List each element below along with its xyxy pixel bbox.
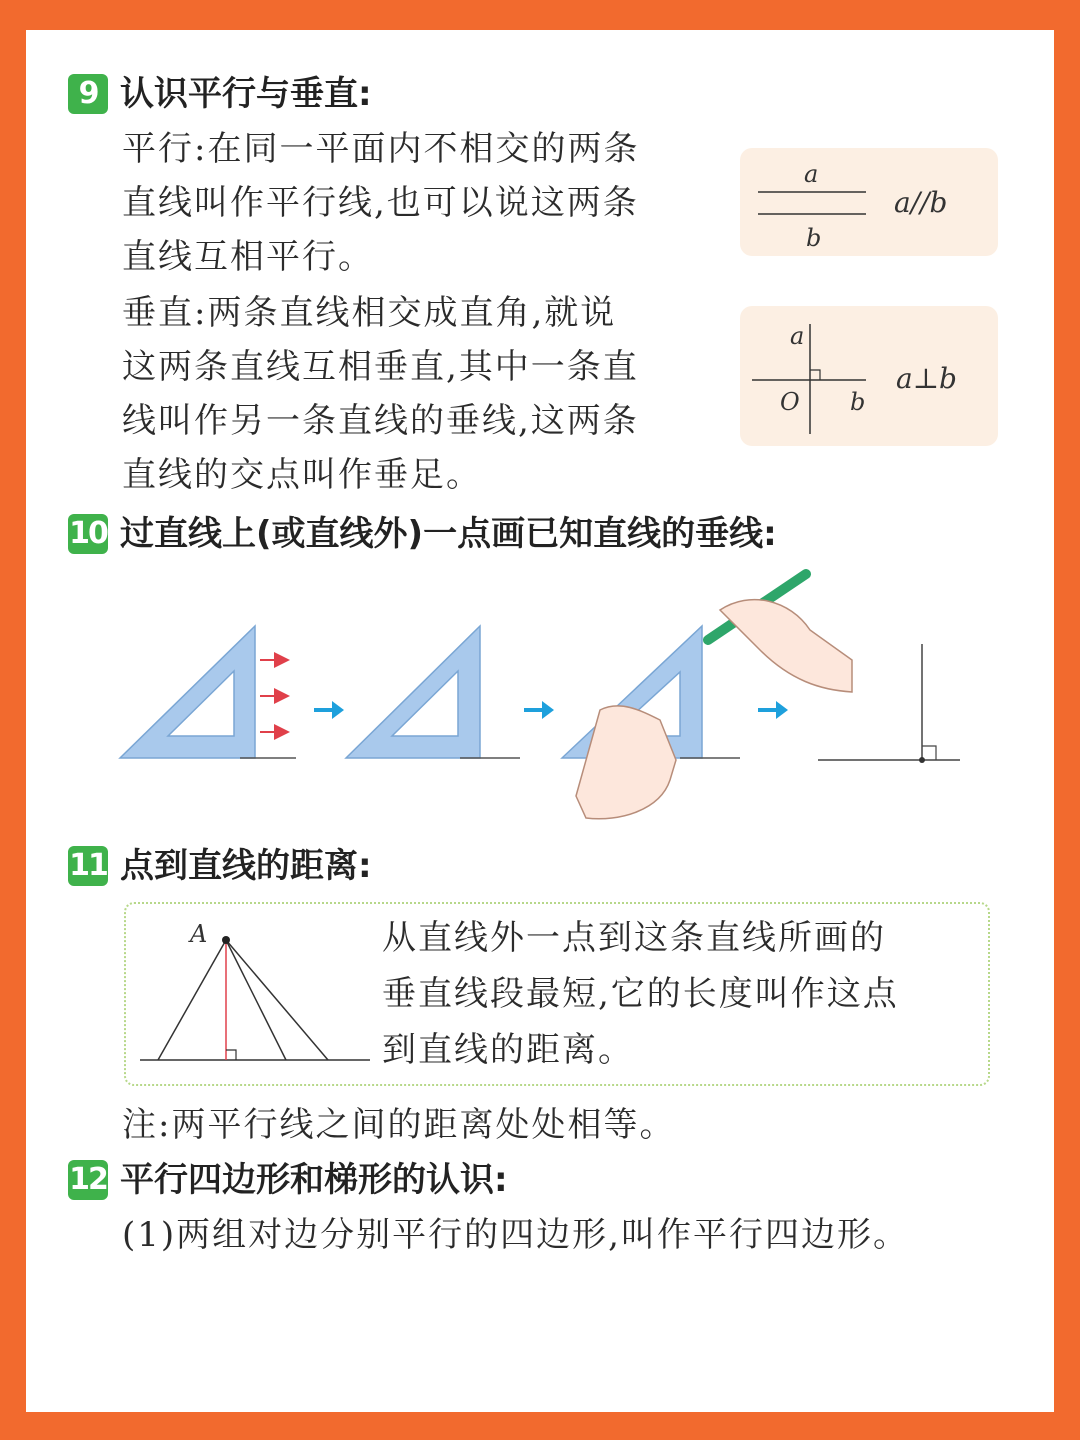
step-3-set-square-with-hands (562, 574, 852, 819)
arrow-icon (314, 701, 344, 719)
section-12-badge: 12 (68, 1160, 108, 1200)
section-11-badge: 11 (68, 846, 108, 886)
section-11-title: 点到直线的距离: (120, 846, 372, 886)
perp-line-2: 这两条直线互相垂直,其中一条直 (122, 347, 639, 387)
perpendicular-drawing-steps (100, 560, 980, 835)
section-10-title: 过直线上(或直线外)一点画已知直线的垂线: (120, 514, 777, 554)
right-angle-mark (226, 1050, 236, 1060)
perpendicular-figure-card (740, 306, 998, 446)
label-b: b (806, 224, 822, 252)
section-9-badge: 9 (68, 74, 108, 114)
distance-definition-box (124, 902, 990, 1086)
perp-line-4: 直线的交点叫作垂足。 (122, 455, 482, 495)
parallel-figure-card (740, 148, 998, 256)
parallelogram-definition: (1)两组对边分别平行的四边形,叫作平行四边形。 (122, 1215, 909, 1255)
section-9-title: 认识平行与垂直: (120, 74, 372, 114)
point-a (222, 936, 230, 944)
perp-line-3: 线叫作另一条直线的垂线,这两条 (122, 401, 639, 441)
distance-definition-text (382, 910, 982, 1078)
parallel-definition (122, 122, 722, 284)
section-10-badge: 10 (68, 514, 108, 554)
section-12-title: 平行四边形和梯形的认识: (120, 1160, 508, 1200)
label-a: a (790, 322, 805, 350)
arrow-icon (758, 701, 788, 719)
parallel-notation: a//b (894, 186, 948, 219)
parallel-line-2: 直线叫作平行线,也可以说这两条 (122, 183, 639, 223)
point-a-label: A (190, 920, 208, 948)
parallel-line-3: 直线互相平行。 (122, 237, 374, 277)
hand-icon (576, 706, 676, 819)
distance-line-2: 垂直线段最短,它的长度叫作这点 (382, 974, 899, 1014)
arrow-icon (524, 701, 554, 719)
right-angle-mark (810, 370, 820, 380)
perpendicular-definition (122, 286, 722, 502)
distance-note: 注:两平行线之间的距离处处相等。 (122, 1105, 676, 1145)
parallel-figure (740, 148, 998, 256)
oblique-segment (158, 940, 226, 1060)
hand-icon (720, 600, 852, 692)
distance-figure (126, 904, 376, 1084)
label-a: a (804, 160, 819, 188)
label-o: O (780, 388, 800, 416)
perp-notation: a⊥b (896, 362, 957, 395)
step-1-set-square (120, 626, 296, 758)
step-2-set-square (346, 626, 520, 758)
perp-line-1: 垂直:两条直线相交成直角,就说 (122, 293, 617, 333)
label-b: b (850, 388, 866, 416)
distance-line-3: 到直线的距离。 (382, 1030, 634, 1070)
perpendicular-figure (740, 306, 998, 446)
parallel-line-1: 平行:在同一平面内不相交的两条 (122, 129, 640, 169)
distance-line-1: 从直线外一点到这条直线所画的 (382, 918, 886, 958)
